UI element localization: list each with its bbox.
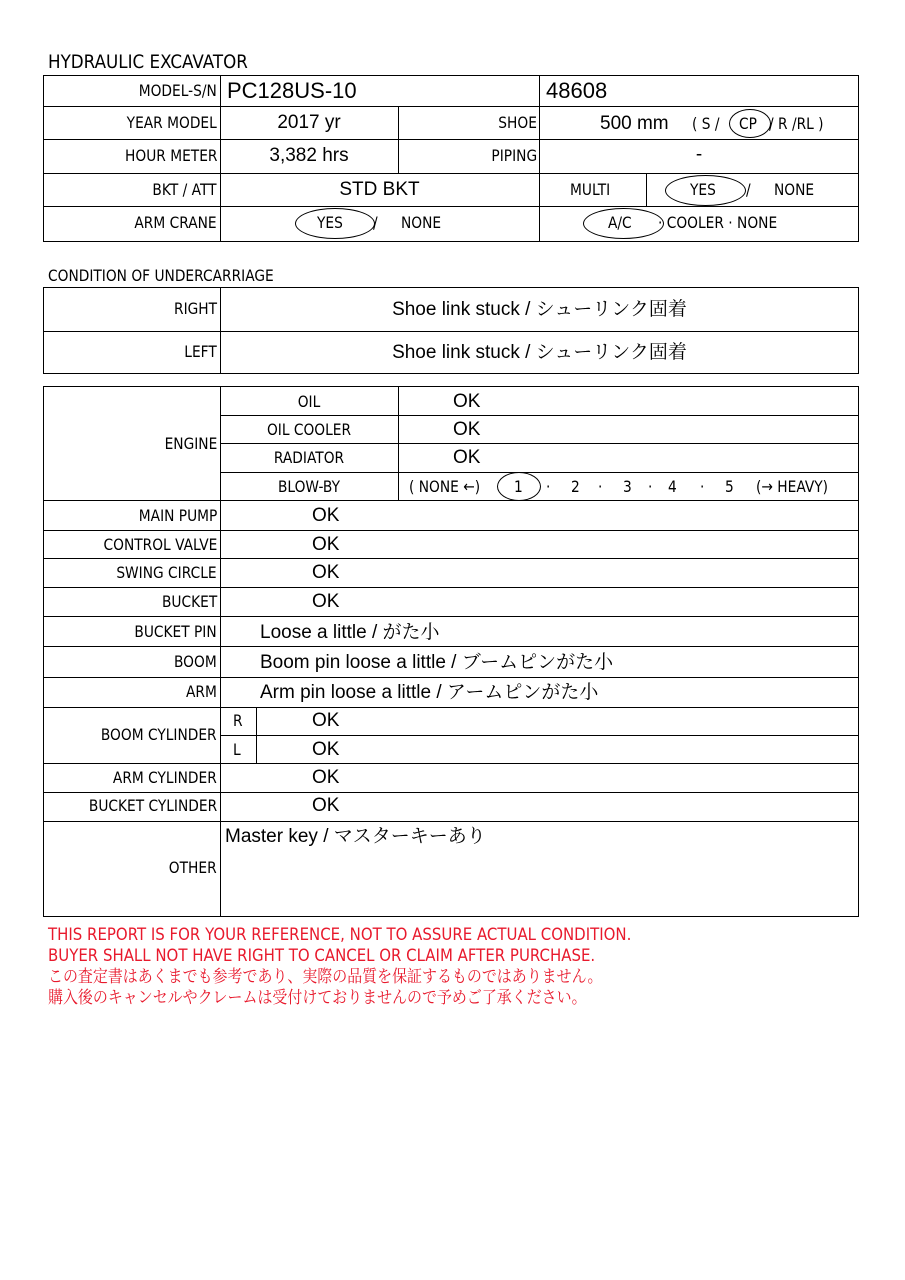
bucket-pin-value: Loose a little / がた小 xyxy=(260,622,440,643)
shoe-cp-circle xyxy=(729,109,771,138)
multi-label: MULTI xyxy=(570,180,611,199)
shoe-cp: CP xyxy=(739,114,757,133)
piping-label: PIPING xyxy=(491,146,537,165)
multi-sep: / xyxy=(746,180,751,199)
shoe-rest: / R /RL ) xyxy=(769,114,824,133)
shoe-open: ( S / xyxy=(692,114,720,133)
boom-cylinder-r-label: R xyxy=(233,711,243,730)
multi-none: NONE xyxy=(774,180,815,199)
other-label: OTHER xyxy=(169,858,217,877)
hour-label: HOUR METER xyxy=(124,146,217,165)
undercarriage-heading: CONDITION OF UNDERCARRIAGE xyxy=(48,266,274,285)
bucket-label: BUCKET xyxy=(161,592,217,611)
shoe-label: SHOE xyxy=(498,113,537,132)
ac-rest: · COOLER · NONE xyxy=(658,213,778,232)
arm-crane-yes: YES xyxy=(317,213,343,232)
blowby-3: 3 xyxy=(623,477,632,496)
blowby-4: 4 xyxy=(668,477,677,496)
radiator-value: OK xyxy=(453,447,481,468)
hour-value: 3,382 hrs xyxy=(269,145,349,166)
main-pump-value: OK xyxy=(312,505,340,526)
swing-circle-value: OK xyxy=(312,562,340,583)
bucket-pin-label: BUCKET PIN xyxy=(134,622,217,641)
year-label: YEAR MODEL xyxy=(126,113,217,132)
control-valve-value: OK xyxy=(312,534,340,555)
ac-option: A/C xyxy=(608,213,632,232)
undercarriage-right-label: RIGHT xyxy=(173,299,217,318)
bkt-value: STD BKT xyxy=(339,179,420,200)
oil-label: OIL xyxy=(297,392,321,411)
swing-circle-label: SWING CIRCLE xyxy=(116,563,217,582)
year-value: 2017 yr xyxy=(277,112,341,133)
blowby-dot-3: · xyxy=(648,477,653,496)
page-title: HYDRAULIC EXCAVATOR xyxy=(48,51,248,73)
other-value: Master key / マスターキーあり xyxy=(225,826,486,847)
main-pump-label: MAIN PUMP xyxy=(138,506,217,525)
blowby-dot-2: · xyxy=(598,477,603,496)
arm-label: ARM xyxy=(186,682,217,701)
shoe-value: 500 mm xyxy=(600,113,669,134)
bucket-cylinder-value: OK xyxy=(312,795,340,816)
blowby-2: 2 xyxy=(571,477,580,496)
boom-cylinder-l-label: L xyxy=(233,740,241,759)
blowby-5: 5 xyxy=(725,477,734,496)
boom-cylinder-r-value: OK xyxy=(312,710,340,731)
blowby-label: BLOW-BY xyxy=(277,477,341,496)
boom-label: BOOM xyxy=(174,652,217,671)
oil-cooler-label: OIL COOLER xyxy=(266,420,352,439)
blowby-dot-4: · xyxy=(700,477,705,496)
radiator-label: RADIATOR xyxy=(273,448,345,467)
arm-crane-label: ARM CRANE xyxy=(134,213,217,232)
oil-value: OK xyxy=(453,391,481,412)
boom-cylinder-label: BOOM CYLINDER xyxy=(101,725,217,744)
ac-circle xyxy=(583,208,664,239)
disclaimer-line-3: この査定書はあくまでも参考であり、実際の品質を保証するものではありません。 xyxy=(48,967,603,987)
disclaimer-line-1: THIS REPORT IS FOR YOUR REFERENCE, NOT TO ASSURE ACTUAL CONDITION. xyxy=(48,925,632,945)
arm-crane-sep: / xyxy=(373,213,378,232)
boom-cylinder-l-value: OK xyxy=(312,739,340,760)
arm-crane-none: NONE xyxy=(401,213,442,232)
undercarriage-left-label: LEFT xyxy=(184,342,217,361)
multi-yes: YES xyxy=(690,180,716,199)
disclaimer-line-4: 購入後のキャンセルやクレームは受付けておりませんので予めご了承ください。 xyxy=(48,988,587,1008)
blowby-none: ( NONE ←) xyxy=(409,477,481,496)
arm-cylinder-value: OK xyxy=(312,767,340,788)
engine-label: ENGINE xyxy=(164,434,217,453)
arm-value: Arm pin loose a little / アームピンがた小 xyxy=(260,682,599,703)
model-label: MODEL-S/N xyxy=(138,81,217,100)
model-value: PC128US-10 xyxy=(227,78,357,103)
arm-cylinder-label: ARM CYLINDER xyxy=(113,768,217,787)
oil-cooler-value: OK xyxy=(453,419,481,440)
multi-yes-circle xyxy=(665,175,746,206)
blowby-1: 1 xyxy=(514,477,523,496)
bucket-cylinder-label: BUCKET CYLINDER xyxy=(88,796,217,815)
serial-value: 48608 xyxy=(546,78,608,103)
undercarriage-right-value: Shoe link stuck / シューリンク固着 xyxy=(392,299,687,320)
blowby-heavy: (→ HEAVY) xyxy=(756,477,829,496)
control-valve-label: CONTROL VALVE xyxy=(103,535,217,554)
arm-crane-yes-circle xyxy=(295,208,375,239)
disclaimer-line-2: BUYER SHALL NOT HAVE RIGHT TO CANCEL OR CLAIM AFTER PURCHASE. xyxy=(48,946,596,966)
boom-value: Boom pin loose a little / ブームピンがた小 xyxy=(260,652,614,673)
undercarriage-left-value: Shoe link stuck / シューリンク固着 xyxy=(392,342,687,363)
bkt-label: BKT / ATT xyxy=(152,180,217,199)
blowby-selected-circle xyxy=(497,472,541,501)
piping-value: - xyxy=(695,144,703,165)
bucket-value: OK xyxy=(312,591,340,612)
blowby-dot-1: · xyxy=(546,477,551,496)
